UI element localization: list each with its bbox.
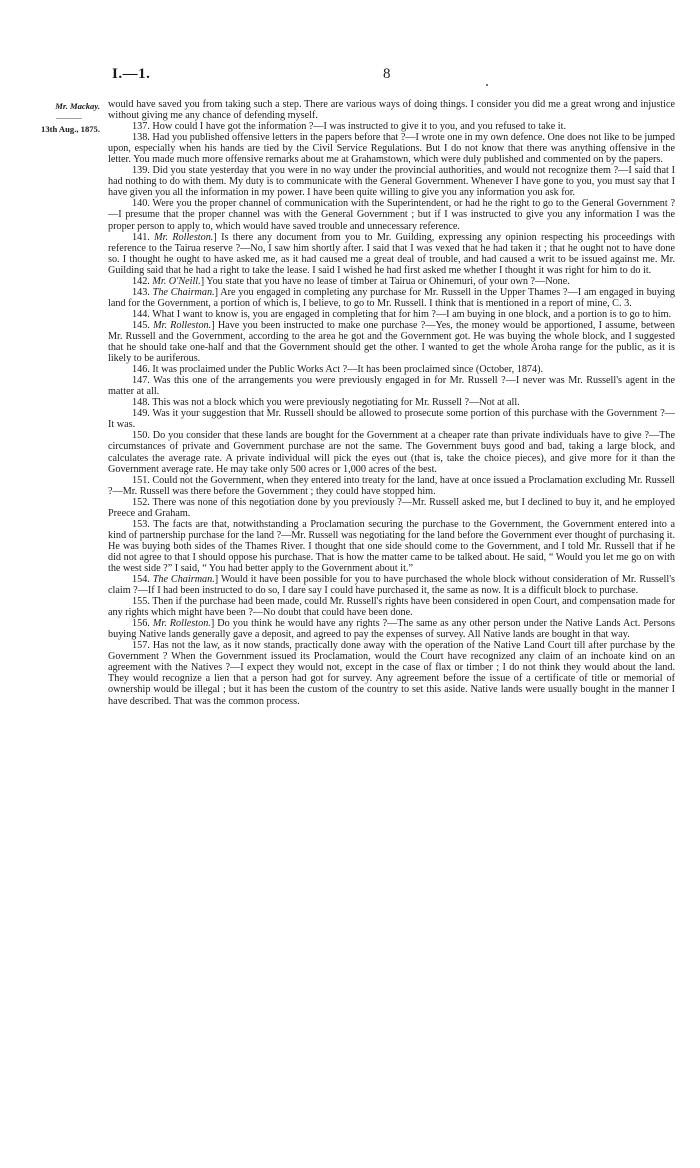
- margin-rule: ———: [56, 112, 82, 122]
- paragraph-text: You state that you have no lease of timber at Tairua or Ohinemuri, of your own ?—None.: [206, 275, 570, 287]
- paragraph-text: 146. It was proclaimed under the Public Works Act ?—It has been proclaimed since (October, 1874).: [132, 364, 544, 376]
- speaker-name: Mr. Rolleston.: [153, 319, 212, 331]
- page-number: 8: [383, 66, 391, 82]
- paragraph-text: 150. Do you consider that these lands are bought for the Government at a cheaper rate than private individuals have to give ?—The circumstances of private and Government purchase are not the same. The Government buys good and bad, taking a large block, and calculates the average rate. A private individual will pick the eyes out (that is, take the choice pieces), and give more for it than the Government average rate. He may take only 500 acres or 1,000 acres of the best.: [108, 430, 675, 475]
- testimony-paragraph: 154. The Chairman.] Would it have been possible for you to have purchased the whole block without consideration of Mr. Russell's claim ?—If I had been instructed to do so, I dare say I could have purchased it, the same as now. It is a difficult block to purchase.: [108, 574, 676, 597]
- testimony-paragraph: [108, 198, 675, 231]
- testimony-paragraph: [108, 519, 675, 574]
- paragraph-text: 147. Was this one of the arrangements you were previously engaged in for Mr. Russell ?—I never was Mr. Russell's agent in the matter at all.: [108, 375, 675, 398]
- speaker-name: The Chairman.: [152, 286, 215, 298]
- paragraph-text: Is there any document from you to Mr. Guilding, expressing any opinion respecting his proceedings with reference to the Tairua reserve ?—No, I saw him shortly after. I said that I was vexed that he had taken it ; that he ought not to have done so. I thought he ought to have asked me, as it had caused me a great deal of trouble, and had caused a writ to be issued against me. Mr. Guilding said that he had a right to take the lease. I said I wished he had first asked me whether I thought it was right for him to do it.: [108, 231, 675, 276]
- document-reference: I.—1.: [112, 66, 151, 82]
- question-number: 142.: [132, 275, 153, 287]
- testimony-paragraph: [108, 475, 675, 497]
- testimony-paragraph: [108, 430, 675, 474]
- testimony-paragraph: [108, 596, 675, 618]
- paragraph-text: 149. Was it your suggestion that Mr. Russell should be allowed to prosecute some portion of this purchase with the Government ?—It was.: [108, 408, 675, 431]
- testimony-paragraph: 156. Mr. Rolleston.] Do you think he would have any rights ?—The same as any other person under the Native Lands Act. Persons buying Native lands generally gave a deposit, and agreed to pay the expenses of survey. All Native lands are bought in that way.: [108, 618, 675, 641]
- speaker-name: The Chairman.: [152, 574, 215, 586]
- paragraph-text: Would it have been possible for you to have purchased the whole block without consideration of Mr. Russell's claim ?—If I had been instructed to do so, I dare say I could have purchased it, the same as now. It is a difficult block to purchase.: [108, 574, 676, 597]
- page-header: [0, 66, 700, 86]
- testimony-body: [108, 99, 675, 707]
- paragraph-text: 138. Had you published offensive letters in the papers before that ?—I wrote one in my own defence. One does not like to be jumped upon, especially when his hands are tied by the Civil Service Regulations. But I do not know that there was anything offensive in the letter. You made much more offensive remarks about me at Grahamstown, which were duly published and commented on by the papers.: [108, 132, 675, 166]
- margin-date: 13th Aug., 1875.: [41, 124, 100, 134]
- paragraph-text: Do you think he would have any rights ?—The same as any other person under the Native Lands Act. Persons buying Native lands generally gave a deposit, and agreed to pay the expenses of survey. All Native lands are bought in that way.: [108, 618, 675, 641]
- testimony-paragraph: [108, 99, 675, 121]
- paragraph-text: Have you been instructed to make one purchase ?—Yes, the money would be apportioned, I assume, between Mr. Russell and the Government, according to the area he got and the Government got. He was buying the whole block, and I suggested that he should take one-half and that the Government should get the other. I wanted to get the whole Aroha range for the public, as it is likely to be auriferous.: [108, 319, 675, 365]
- question-number: 145.: [132, 319, 154, 331]
- paragraph-text: 153. The facts are that, notwithstanding a Proclamation securing the purchase to the Government, the Government entered into a kind of partnership purchase for the land ?—Mr. Russell was negotiating for the land before the Government ever thought of purchasing it. He was buying both sides of the Thames River. I thought that one side should come to the Government, and I told Mr. Russell that if he did not agree to that I should oppose his purchase. That is how the matter came to be talked about. He said, “ Would you let me go on with the west side ?” I said, “ You had better apply to the Government about it.”: [108, 518, 675, 574]
- speaker-name: Mr. Rolleston.: [152, 618, 211, 630]
- testimony-paragraph: [108, 309, 675, 320]
- testimony-paragraph: [108, 375, 675, 397]
- testimony-paragraph: 143. The Chairman.] Are you engaged in completing any purchase for Mr. Russell in the Upper Thames ?—I am engaged in buying land for the Government, a portion of which is, I believe, to go to Mr. Russell. I think that is mentioned in a report of mine, C. 3.: [108, 286, 676, 309]
- margin-speaker: Mr. Mackay.: [55, 101, 100, 111]
- paragraph-text: 157. Has not the law, as it now stands, practically done away with the operation of the Native Land Court till after purchase by the Government ? When the Government issued its Proclamation, would the Court have recognized any claim of an inchoate kind on an agreement with the Natives ?—I expect they would not, except in the case of flax or timber ; I do not think they would about the land. They would recognize a lien that a person had got for survey. Any agreement before the issue of a certificate of title or memorial of ownership would be illegal ; but it has been the custom of the country to set this aside. Native lands were usually bought in the manner I have described. That was the common process.: [108, 640, 675, 707]
- paragraph-text: 144. What I want to know is, you are engaged in completing that for him ?—I am buying in one block, and a portion is to go to him.: [132, 308, 672, 320]
- speck-mark: [486, 84, 488, 86]
- testimony-paragraph: [108, 497, 675, 519]
- paragraph-text: 148. This was not a block which you were previously negotiating for Mr. Russell ?—Not at all.: [132, 397, 520, 409]
- speaker-name: Mr. O'Neill.: [152, 275, 201, 287]
- testimony-paragraph: 142. Mr. O'Neill.] You state that you have no lease of timber at Tairua or Ohinemuri, of your own ?—None.: [132, 275, 570, 287]
- paragraph-text: Are you engaged in completing any purchase for Mr. Russell in the Upper Thames ?—I am engaged in buying land for the Government, a portion of which is, I believe, to go to Mr. Russell. I think that is mentioned in a report of mine, C. 3.: [108, 286, 676, 309]
- paragraph-text: 137. How could I have got the information ?—I was instructed to give it to you, and you refused to take it.: [132, 121, 567, 133]
- testimony-paragraph: [108, 397, 675, 408]
- testimony-paragraph: 141. Mr. Rolleston.] Is there any document from you to Mr. Guilding, expressing any opinion respecting his proceedings with reference to the Tairua reserve ?—No, I saw him shortly after. I said that I was vexed that he had taken it ; that he ought not to have done so. I thought he ought to have asked me, as it had caused me a great deal of trouble, and had caused a writ to be issued against me. Mr. Guilding said that he had a right to take the lease. I said I wished he had first asked me whether I thought it was right for him to do it.: [108, 231, 675, 276]
- question-number: 141.: [132, 231, 155, 243]
- paragraph-text: 139. Did you state yesterday that you were in no way under the provincial authorities, and would not recognize them ?—I said that I had nothing to do with them. My duty is to communicate with the General Government. Whenever I have gone to you, you must say that I have given you all the information in my power. I have been quite willing to give you any information you ask for.: [108, 165, 675, 199]
- testimony-paragraph: [108, 165, 675, 198]
- question-number: 156.: [132, 618, 153, 630]
- question-number: 154.: [132, 574, 153, 586]
- testimony-paragraph: [108, 640, 675, 706]
- paragraph-text: would have saved you from taking such a step. There are various ways of doing things. I consider you did me a great wrong and injustice without giving me any chance of defending myself.: [108, 99, 675, 122]
- testimony-paragraph: [108, 132, 675, 165]
- paragraph-text: 151. Could not the Government, when they entered into treaty for the land, have at once issued a Proclamation excluding Mr. Russell ?—Mr. Russell was there before the Government ; they could have stopped him.: [108, 474, 675, 497]
- testimony-paragraph: [108, 408, 675, 430]
- paragraph-text: 140. Were you the proper channel of communication with the Superintendent, or had he the right to go to the General Government ?—I presume that the proper channel was with the General Government ; but if I was instructed to give you any information I was the proper person to apply to, which would have saved trouble and unnecessary reference.: [108, 198, 675, 232]
- testimony-paragraph: 145. Mr. Rolleston.] Have you been instructed to make one purchase ?—Yes, the money would be apportioned, I assume, between Mr. Russell and the Government, according to the area he got and the Government got. He was buying the whole block, and I suggested that he should take one-half and that the Government should get the other. I wanted to get the whole Aroha range for the public, as it is likely to be auriferous.: [108, 319, 675, 365]
- paragraph-text: 152. There was none of this negotiation done by you previously ?—Mr. Russell asked me, but I declined to buy it, and he employed Preece and Graham.: [108, 496, 675, 519]
- paragraph-text: 155. Then if the purchase had been made, could Mr. Russell's rights have been considered in open Court, and compensation made for any rights which might have been ?—No doubt that could have been done.: [108, 596, 675, 619]
- testimony-paragraph: [108, 364, 675, 375]
- question-number: 143.: [132, 286, 153, 298]
- testimony-paragraph: [108, 121, 675, 132]
- speaker-name: Mr. Rolleston.: [154, 231, 214, 243]
